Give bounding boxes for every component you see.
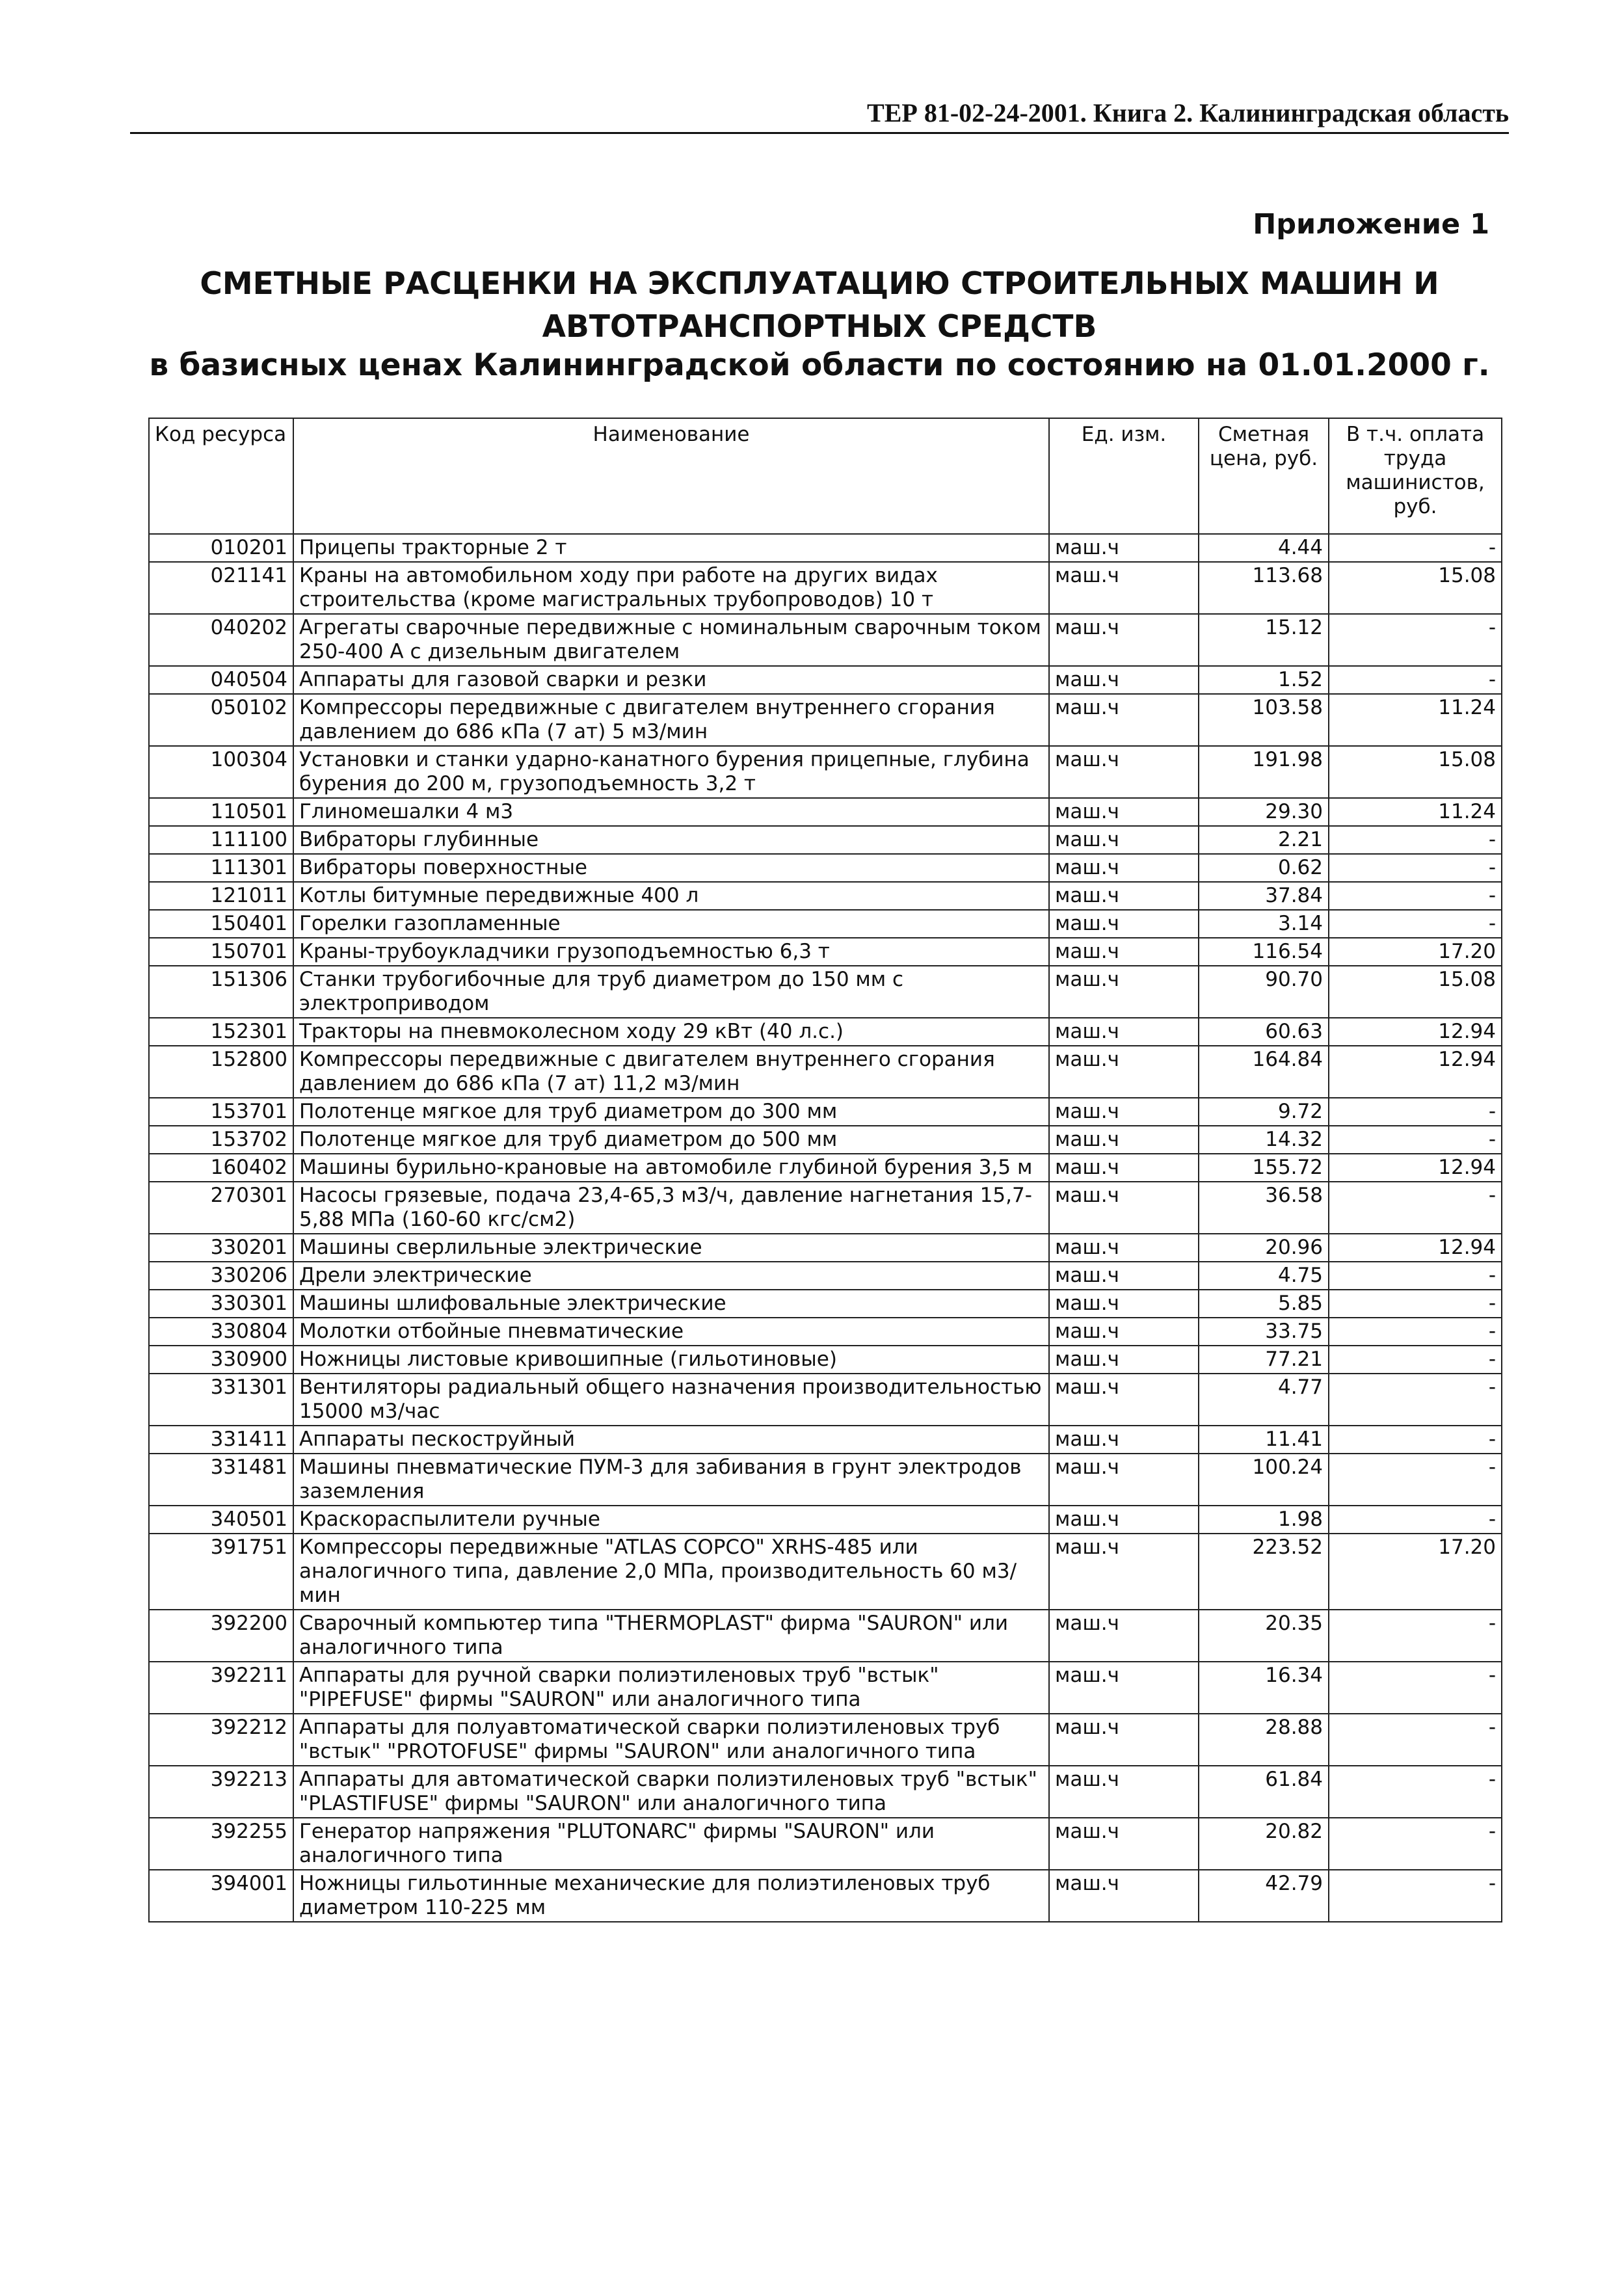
- table-row: [149, 882, 1502, 910]
- appendix-label: Приложение 1: [1253, 208, 1489, 241]
- cell-price: 3.14: [1199, 910, 1329, 938]
- cell-unit: маш.ч: [1049, 882, 1199, 910]
- title-line-3: в базисных ценах Калининградской области по состоянию на 01.01.2000 г.: [149, 347, 1490, 383]
- cell-labor: -: [1329, 1818, 1502, 1870]
- cell-labor: -: [1329, 1870, 1502, 1922]
- cell-unit: маш.ч: [1049, 562, 1199, 614]
- cell-code: 151306: [149, 966, 293, 1018]
- cell-price: 11.41: [1199, 1426, 1329, 1454]
- cell-labor: 11.24: [1329, 798, 1502, 826]
- table-row: [149, 694, 1502, 746]
- table-row: [149, 1818, 1502, 1870]
- title-line-2: АВТОТРАНСПОРТНЫХ СРЕДСТВ: [542, 309, 1097, 345]
- cell-price: 116.54: [1199, 938, 1329, 966]
- cell-name: Дрели электрические: [293, 1262, 1049, 1290]
- cell-price: 90.70: [1199, 966, 1329, 1018]
- cell-labor: -: [1329, 1098, 1502, 1126]
- cell-unit: маш.ч: [1049, 1454, 1199, 1506]
- cell-name: Краны на автомобильном ходу при работе на других видах строительства (кроме магистральных трубопроводов) 10 т: [293, 562, 1049, 614]
- header-name: Наименование: [293, 418, 1049, 534]
- cell-unit: маш.ч: [1049, 826, 1199, 854]
- table-row: [149, 1018, 1502, 1046]
- cell-price: 20.35: [1199, 1610, 1329, 1662]
- cell-code: 331481: [149, 1454, 293, 1506]
- cell-code: 150701: [149, 938, 293, 966]
- cell-name: Котлы битумные передвижные 400 л: [293, 882, 1049, 910]
- cell-labor: -: [1329, 534, 1502, 562]
- cell-name: Молотки отбойные пневматические: [293, 1318, 1049, 1346]
- cell-labor: 11.24: [1329, 694, 1502, 746]
- cell-labor: 17.20: [1329, 938, 1502, 966]
- cell-labor: -: [1329, 1346, 1502, 1374]
- cell-code: 340501: [149, 1506, 293, 1534]
- cell-name: Тракторы на пневмоколесном ходу 29 кВт (40 л.с.): [293, 1018, 1049, 1046]
- table-row: [149, 1126, 1502, 1154]
- cell-price: 223.52: [1199, 1534, 1329, 1610]
- cell-price: 9.72: [1199, 1098, 1329, 1126]
- cell-code: 331301: [149, 1374, 293, 1426]
- cell-unit: маш.ч: [1049, 614, 1199, 666]
- cell-labor: -: [1329, 1318, 1502, 1346]
- cell-code: 392211: [149, 1662, 293, 1714]
- cell-name: Аппараты для газовой сварки и резки: [293, 666, 1049, 694]
- cell-unit: маш.ч: [1049, 534, 1199, 562]
- cell-code: 392212: [149, 1714, 293, 1766]
- cell-code: 152800: [149, 1046, 293, 1098]
- table-row: [149, 614, 1502, 666]
- cell-code: 121011: [149, 882, 293, 910]
- table-row: [149, 1318, 1502, 1346]
- cell-price: 4.75: [1199, 1262, 1329, 1290]
- table-row: [149, 1262, 1502, 1290]
- cell-price: 0.62: [1199, 854, 1329, 882]
- cell-name: Ножницы гильотинные механические для полиэтиленовых труб диаметром 110-225 мм: [293, 1870, 1049, 1922]
- cell-code: 040202: [149, 614, 293, 666]
- table-body: [149, 534, 1502, 1922]
- cell-name: Компрессоры передвижные "ATLAS COPCO" XRHS-485 или аналогичного типа, давление 2,0 МПа, производительность 60 м3/мин: [293, 1534, 1049, 1610]
- cell-name: Краскораспылители ручные: [293, 1506, 1049, 1534]
- cell-code: 392200: [149, 1610, 293, 1662]
- table-row: [149, 798, 1502, 826]
- cell-price: 36.58: [1199, 1182, 1329, 1234]
- cell-name: Машины бурильно-крановые на автомобиле глубиной бурения 3,5 м: [293, 1154, 1049, 1182]
- cell-price: 103.58: [1199, 694, 1329, 746]
- cell-unit: маш.ч: [1049, 1374, 1199, 1426]
- cell-price: 29.30: [1199, 798, 1329, 826]
- cell-name: Ножницы листовые кривошипные (гильотиновые): [293, 1346, 1049, 1374]
- table-row: [149, 1454, 1502, 1506]
- cell-unit: маш.ч: [1049, 1870, 1199, 1922]
- cell-unit: маш.ч: [1049, 1182, 1199, 1234]
- header-labor: В т.ч. оплата труда машинистов, руб.: [1329, 418, 1502, 534]
- cell-code: 153702: [149, 1126, 293, 1154]
- cell-price: 5.85: [1199, 1290, 1329, 1318]
- cell-labor: -: [1329, 1506, 1502, 1534]
- table-row: [149, 1506, 1502, 1534]
- cell-name: Краны-трубоукладчики грузоподъемностью 6,3 т: [293, 938, 1049, 966]
- table-row: [149, 1046, 1502, 1098]
- cell-price: 61.84: [1199, 1766, 1329, 1818]
- cell-name: Вибраторы глубинные: [293, 826, 1049, 854]
- table-row: [149, 1374, 1502, 1426]
- cell-code: 111100: [149, 826, 293, 854]
- cell-unit: маш.ч: [1049, 666, 1199, 694]
- cell-price: 28.88: [1199, 1714, 1329, 1766]
- cell-labor: -: [1329, 1714, 1502, 1766]
- cell-labor: -: [1329, 910, 1502, 938]
- cell-name: Вентиляторы радиальный общего назначения производительностью 15000 м3/час: [293, 1374, 1049, 1426]
- cell-code: 010201: [149, 534, 293, 562]
- cell-code: 160402: [149, 1154, 293, 1182]
- cell-price: 14.32: [1199, 1126, 1329, 1154]
- cell-labor: 15.08: [1329, 562, 1502, 614]
- table-row: [149, 1426, 1502, 1454]
- header-code: Код ресурса: [149, 418, 293, 534]
- cell-unit: маш.ч: [1049, 854, 1199, 882]
- cell-price: 4.44: [1199, 534, 1329, 562]
- cell-price: 155.72: [1199, 1154, 1329, 1182]
- cell-name: Полотенце мягкое для труб диаметром до 500 мм: [293, 1126, 1049, 1154]
- cell-labor: -: [1329, 1610, 1502, 1662]
- cell-code: 040504: [149, 666, 293, 694]
- cell-labor: -: [1329, 882, 1502, 910]
- cell-unit: маш.ч: [1049, 1046, 1199, 1098]
- cell-labor: 15.08: [1329, 966, 1502, 1018]
- table-row: [149, 1154, 1502, 1182]
- cell-name: Вибраторы поверхностные: [293, 854, 1049, 882]
- cell-unit: маш.ч: [1049, 1126, 1199, 1154]
- cell-unit: маш.ч: [1049, 1290, 1199, 1318]
- table-row: [149, 1290, 1502, 1318]
- cell-unit: маш.ч: [1049, 1662, 1199, 1714]
- table-row: [149, 1534, 1502, 1610]
- table-row: [149, 1346, 1502, 1374]
- cell-labor: 12.94: [1329, 1046, 1502, 1098]
- cell-name: Машины шлифовальные электрические: [293, 1290, 1049, 1318]
- cell-unit: маш.ч: [1049, 1318, 1199, 1346]
- table-row: [149, 1870, 1502, 1922]
- table-row: [149, 1234, 1502, 1262]
- cell-unit: маш.ч: [1049, 798, 1199, 826]
- cell-code: 100304: [149, 746, 293, 798]
- cell-unit: маш.ч: [1049, 1154, 1199, 1182]
- cell-unit: маш.ч: [1049, 1234, 1199, 1262]
- document-title: [130, 267, 1509, 384]
- cell-name: Сварочный компьютер типа "THERMOPLAST" фирма "SAURON" или аналогичного типа: [293, 1610, 1049, 1662]
- cell-labor: -: [1329, 1662, 1502, 1714]
- cell-code: 330201: [149, 1234, 293, 1262]
- cell-price: 164.84: [1199, 1046, 1329, 1098]
- cell-labor: -: [1329, 1766, 1502, 1818]
- cell-name: Прицепы тракторные 2 т: [293, 534, 1049, 562]
- cell-name: Компрессоры передвижные с двигателем внутреннего сгорания давлением до 686 кПа (7 ат) 11,2 м3/мин: [293, 1046, 1049, 1098]
- cell-code: 391751: [149, 1534, 293, 1610]
- table-row: [149, 966, 1502, 1018]
- cell-labor: -: [1329, 1290, 1502, 1318]
- cell-code: 050102: [149, 694, 293, 746]
- cell-unit: маш.ч: [1049, 1534, 1199, 1610]
- cell-code: 150401: [149, 910, 293, 938]
- cell-name: Аппараты для автоматической сварки полиэтиленовых труб "встык" "PLASTIFUSE" фирмы "SAURON" или аналогичного типа: [293, 1766, 1049, 1818]
- cell-price: 60.63: [1199, 1018, 1329, 1046]
- cell-unit: маш.ч: [1049, 1262, 1199, 1290]
- cell-price: 15.12: [1199, 614, 1329, 666]
- table-row: [149, 562, 1502, 614]
- cell-code: 110501: [149, 798, 293, 826]
- cell-price: 1.98: [1199, 1506, 1329, 1534]
- cell-price: 191.98: [1199, 746, 1329, 798]
- cell-code: 394001: [149, 1870, 293, 1922]
- cell-code: 021141: [149, 562, 293, 614]
- cell-name: Компрессоры передвижные с двигателем внутреннего сгорания давлением до 686 кПа (7 ат) 5 м3/мин: [293, 694, 1049, 746]
- table-row: [149, 1714, 1502, 1766]
- cell-labor: -: [1329, 666, 1502, 694]
- cell-labor: -: [1329, 854, 1502, 882]
- cell-labor: -: [1329, 1454, 1502, 1506]
- cell-name: Аппараты для полуавтоматической сварки полиэтиленовых труб "встык" "PROTOFUSE" фирмы "SAURON" или аналогичного типа: [293, 1714, 1049, 1766]
- table-row: [149, 826, 1502, 854]
- cell-labor: 12.94: [1329, 1154, 1502, 1182]
- cell-code: 153701: [149, 1098, 293, 1126]
- cell-name: Машины пневматические ПУМ-3 для забивания в грунт электродов заземления: [293, 1454, 1049, 1506]
- cell-unit: маш.ч: [1049, 746, 1199, 798]
- cell-unit: маш.ч: [1049, 694, 1199, 746]
- cell-name: Горелки газопламенные: [293, 910, 1049, 938]
- table-row: [149, 938, 1502, 966]
- cell-labor: -: [1329, 1374, 1502, 1426]
- cell-price: 4.77: [1199, 1374, 1329, 1426]
- cell-name: Машины сверлильные электрические: [293, 1234, 1049, 1262]
- cell-labor: -: [1329, 1126, 1502, 1154]
- cell-labor: 12.94: [1329, 1234, 1502, 1262]
- cell-name: Полотенце мягкое для труб диаметром до 300 мм: [293, 1098, 1049, 1126]
- cell-name: Агрегаты сварочные передвижные с номинальным сварочным током 250-400 А с дизельным двигателем: [293, 614, 1049, 666]
- cell-code: 330206: [149, 1262, 293, 1290]
- cell-price: 42.79: [1199, 1870, 1329, 1922]
- cell-unit: маш.ч: [1049, 1018, 1199, 1046]
- cell-name: Аппараты пескоструйный: [293, 1426, 1049, 1454]
- cell-code: 330900: [149, 1346, 293, 1374]
- cell-labor: -: [1329, 826, 1502, 854]
- table-row: [149, 534, 1502, 562]
- cell-code: 270301: [149, 1182, 293, 1234]
- cell-unit: маш.ч: [1049, 1098, 1199, 1126]
- cell-price: 16.34: [1199, 1662, 1329, 1714]
- cell-unit: маш.ч: [1049, 910, 1199, 938]
- cell-unit: маш.ч: [1049, 1818, 1199, 1870]
- cell-price: 1.52: [1199, 666, 1329, 694]
- cell-code: 330804: [149, 1318, 293, 1346]
- cell-labor: -: [1329, 614, 1502, 666]
- cell-price: 37.84: [1199, 882, 1329, 910]
- cell-price: 100.24: [1199, 1454, 1329, 1506]
- header-price: Сметная цена, руб.: [1199, 418, 1329, 534]
- table-row: [149, 1662, 1502, 1714]
- cell-labor: 17.20: [1329, 1534, 1502, 1610]
- cell-price: 113.68: [1199, 562, 1329, 614]
- cell-code: 392213: [149, 1766, 293, 1818]
- cell-unit: маш.ч: [1049, 1426, 1199, 1454]
- table-row: [149, 910, 1502, 938]
- cell-code: 111301: [149, 854, 293, 882]
- cell-name: Насосы грязевые, подача 23,4-65,3 м3/ч, давление нагнетания 15,7-5,88 МПа (160-60 кгс/см2): [293, 1182, 1049, 1234]
- table-row: [149, 1610, 1502, 1662]
- rates-table: [148, 418, 1502, 1922]
- cell-name: Глиномешалки 4 м3: [293, 798, 1049, 826]
- cell-price: 33.75: [1199, 1318, 1329, 1346]
- table-row: [149, 854, 1502, 882]
- cell-unit: маш.ч: [1049, 1714, 1199, 1766]
- cell-name: Аппараты для ручной сварки полиэтиленовых труб "встык" "PIPEFUSE" фирмы "SAURON" или аналогичного типа: [293, 1662, 1049, 1714]
- cell-unit: маш.ч: [1049, 1610, 1199, 1662]
- table-row: [149, 746, 1502, 798]
- cell-labor: 15.08: [1329, 746, 1502, 798]
- cell-name: Станки трубогибочные для труб диаметром до 150 мм с электроприводом: [293, 966, 1049, 1018]
- cell-labor: 12.94: [1329, 1018, 1502, 1046]
- cell-unit: маш.ч: [1049, 1766, 1199, 1818]
- table-header-row: [149, 418, 1502, 534]
- cell-labor: -: [1329, 1426, 1502, 1454]
- title-line-1: СМЕТНЫЕ РАСЦЕНКИ НА ЭКСПЛУАТАЦИЮ СТРОИТЕЛЬНЫХ МАШИН И: [200, 266, 1439, 302]
- header-unit: Ед. изм.: [1049, 418, 1199, 534]
- cell-unit: маш.ч: [1049, 1506, 1199, 1534]
- cell-name: Генератор напряжения "PLUTONARC" фирмы "SAURON" или аналогичного типа: [293, 1818, 1049, 1870]
- table-row: [149, 1098, 1502, 1126]
- cell-price: 2.21: [1199, 826, 1329, 854]
- cell-labor: -: [1329, 1182, 1502, 1234]
- cell-code: 331411: [149, 1426, 293, 1454]
- cell-price: 20.96: [1199, 1234, 1329, 1262]
- cell-price: 20.82: [1199, 1818, 1329, 1870]
- cell-code: 152301: [149, 1018, 293, 1046]
- cell-name: Установки и станки ударно-канатного бурения прицепные, глубина бурения до 200 м, грузоподъемность 3,2 т: [293, 746, 1049, 798]
- cell-unit: маш.ч: [1049, 1346, 1199, 1374]
- table-row: [149, 1766, 1502, 1818]
- table-row: [149, 1182, 1502, 1234]
- cell-code: 392255: [149, 1818, 293, 1870]
- running-header: ТЕР 81-02-24-2001. Книга 2. Калининградская область: [130, 98, 1509, 134]
- cell-code: 330301: [149, 1290, 293, 1318]
- cell-unit: маш.ч: [1049, 966, 1199, 1018]
- cell-unit: маш.ч: [1049, 938, 1199, 966]
- cell-labor: -: [1329, 1262, 1502, 1290]
- table-row: [149, 666, 1502, 694]
- cell-price: 77.21: [1199, 1346, 1329, 1374]
